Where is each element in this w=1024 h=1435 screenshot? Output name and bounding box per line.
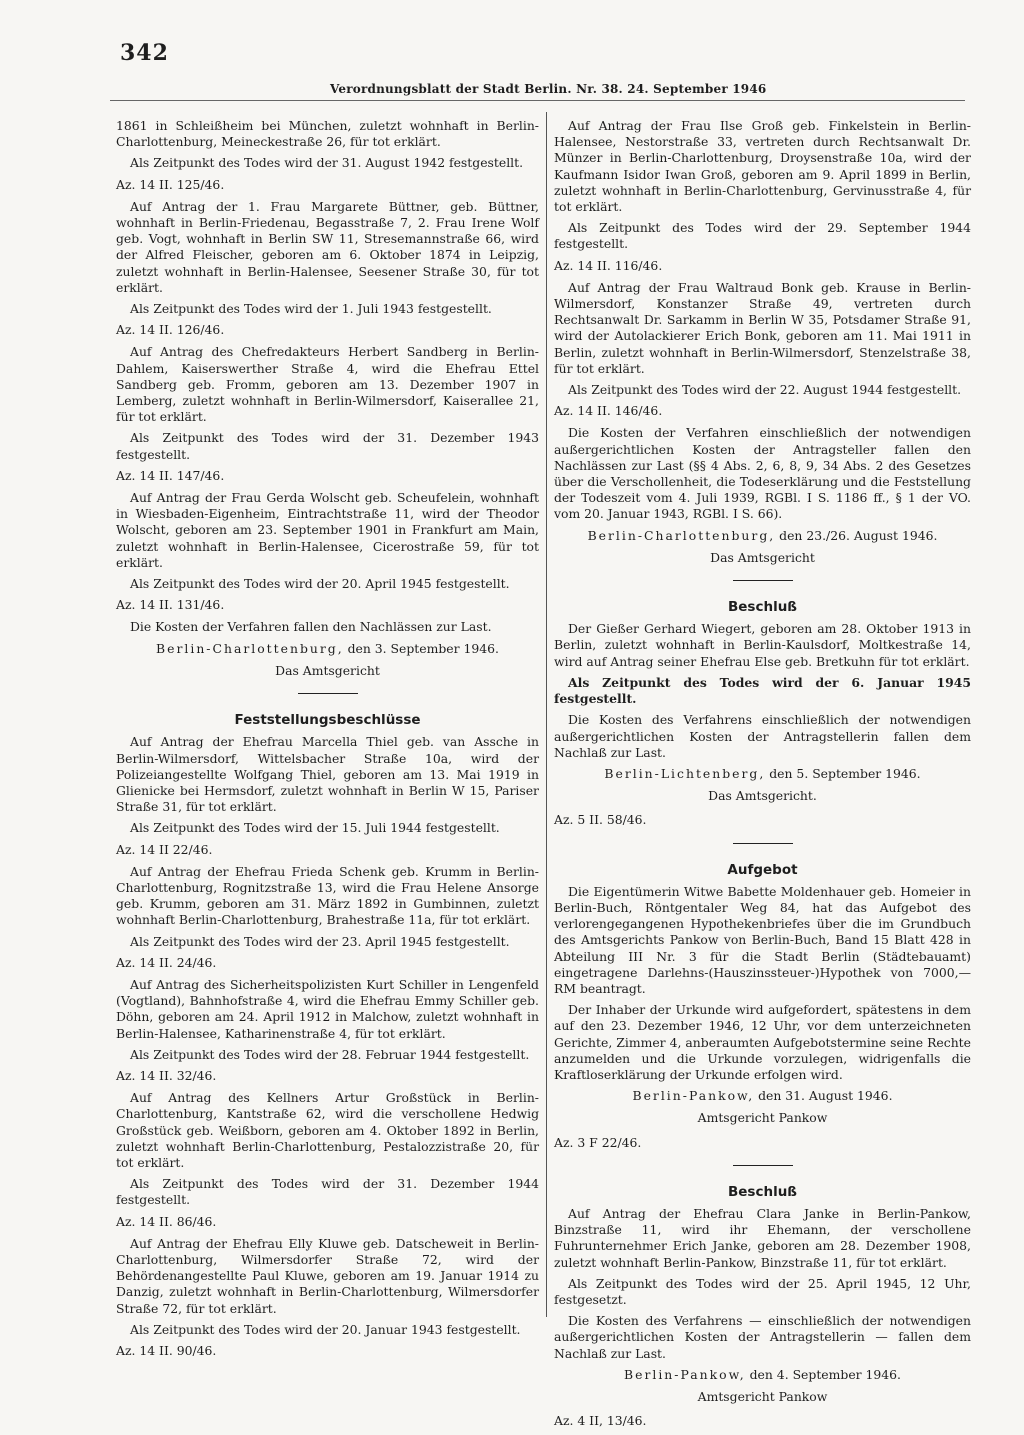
section-title: Aufgebot	[727, 861, 798, 878]
case-number: Az. 14 II. 146/46.	[554, 403, 663, 419]
paragraph: Auf Antrag des Kellners Artur Großstück in Berlin-Charlottenburg, Kantstraße 62, wird die verschollene Hedwig Großstück geb. Weißborn, geboren am 4. Oktober 1892 in Berlin, zuletzt wohnhaft Berlin-Charlottenburg, Pestalozzistraße 20, für tot erklärt.	[116, 1090, 539, 1170]
paragraph: Auf Antrag der Frau Ilse Groß geb. Finkelstein in Berlin-Halensee, Nestorstraße 33, vertreten durch Rechtsanwalt Dr. Münzer in Berlin-Charlottenburg, Droysenstraße 10a, wird der Kaufmann Isidor Iwan Groß, geboren am 9. April 1899 in Berlin, zuletzt wohnhaft in Berlin-Charlottenburg, Gervinusstraße 4, für tot erklärt.	[554, 118, 971, 215]
left-column	[116, 118, 539, 1365]
running-head: Verordnungsblatt der Stadt Berlin. Nr. 38. 24. September 1946	[330, 82, 767, 96]
paragraph: Als Zeitpunkt des Todes wird der 31. Dezember 1944 festgestellt.	[116, 1176, 539, 1208]
case-number: Az. 14 II. 86/46.	[116, 1213, 217, 1229]
paragraph: Auf Antrag der Frau Waltraud Bonk geb. Krause in Berlin-Wilmersdorf, Konstanzer Straße 49, vertreten durch Rechtsanwalt Dr. Sarkamm in Berlin W 35, Potsdamer Straße 91, wird der Autolackierer Erich Bonk, geboren am 11. Mai 1911 in Berlin, zuletzt wohnhaft in Berlin-Wilmersdorf, Stenzelstraße 38, für tot erklärt.	[554, 279, 971, 376]
case-number: Az. 14 II. 32/46.	[116, 1067, 217, 1083]
case-number: Az. 14 II. 147/46.	[116, 467, 225, 483]
paragraph: Als Zeitpunkt des Todes wird der 31. August 1942 festgestellt.	[130, 155, 524, 171]
paragraph: Als Zeitpunkt des Todes wird der 20. Januar 1943 festgestellt.	[130, 1321, 521, 1337]
paragraph: Auf Antrag der Ehefrau Marcella Thiel geb. van Assche in Berlin-Wilmersdorf, Wittelsbacher Straße 10a, wird der Polizeiangestellte Wolfgang Thiel, geboren am 13. Mai 1919 in Glienicke bei Hermsdorf, zuletzt wohnhaft in Berlin W 15, Pariser Straße 31, für tot erklärt.	[116, 734, 539, 815]
paragraph: Auf Antrag der Ehefrau Frieda Schenk geb. Krumm in Berlin-Charlottenburg, Rognitzstraße 13, wird die Frau Helene Ansorge geb. Krumm, geboren am 31. März 1892 in Gumbinnen, zuletzt wohnhaft Berlin-Charlottenburg, Brahestraße 11a, für tot erklärt.	[116, 863, 539, 928]
paragraph: Auf Antrag des Sicherheitspolizisten Kurt Schiller in Lengenfeld (Vogtland), Bahnhofstraße 4, wird die Ehefrau Emmy Schiller geb. Döhn, geboren am 24. April 1912 in Malchow, zuletzt wohnhaft in Berlin-Halensee, Katharinenstraße 4, für tot erklärt.	[116, 976, 539, 1041]
paragraph: 1861 in Schleißheim bei München, zuletzt wohnhaft in Berlin-Charlottenburg, Meineckestraße 26, für tot erklärt.	[116, 118, 539, 150]
court-signature: Das Amtsgericht.	[708, 788, 817, 804]
paragraph: Als Zeitpunkt des Todes wird der 28. Februar 1944 festgestellt.	[130, 1046, 530, 1062]
court-signature: Amtsgericht Pankow	[697, 1110, 828, 1126]
paragraph: Als Zeitpunkt des Todes wird der 15. Juli 1944 festgestellt.	[130, 820, 500, 836]
paragraph: Der Inhaber der Urkunde wird aufgefordert, spätestens in dem auf den 23. Dezember 1946, 12 Uhr, vor dem unterzeichneten Gerichte, Zimmer 4, anberaumten Aufgebotstermine seine Rechte anzumelden und die Urkunde vorzulegen, widrigenfalls die Kraftloserklärung der Urkunde erfolgen wird.	[554, 1002, 971, 1082]
place-name: Berlin-Lichtenberg,	[604, 765, 766, 781]
place-date: den 31. August 1946.	[758, 1088, 893, 1104]
paragraph: Als Zeitpunkt des Todes wird der 29. September 1944 festgestellt.	[554, 220, 971, 252]
paragraph: Die Kosten des Verfahrens einschließlich der notwendigen außergerichtlichen Kosten der Antragstellerin fallen dem Nachlaß zur Last.	[554, 712, 971, 760]
court-signature: Das Amtsgericht	[275, 662, 380, 678]
case-number: Az. 14 II. 131/46.	[116, 597, 225, 613]
case-number: Az. 14 II. 116/46.	[554, 257, 663, 273]
case-number: Az. 14 II. 126/46.	[116, 322, 225, 338]
place-name: Berlin-Charlottenburg,	[587, 527, 776, 543]
court-signature: Das Amtsgericht	[710, 549, 815, 565]
place-date-line	[554, 528, 971, 544]
header-rule	[110, 100, 965, 101]
paragraph: Auf Antrag der Frau Gerda Wolscht geb. Scheufelein, wohnhaft in Wiesbaden-Eigenheim, Eintrachtstraße 11, wird der Theodor Wolscht, geboren am 23. September 1901 in Frankfurt am Main, zuletzt wohnhaft in Berlin-Halensee, Cicerostraße 59, für tot erklärt.	[116, 490, 539, 570]
case-number: Az. 14 II 22/46.	[116, 841, 213, 857]
paragraph: Auf Antrag der 1. Frau Margarete Büttner, geb. Büttner, wohnhaft in Berlin-Friedenau, Begasstraße 7, 2. Frau Irene Wolf geb. Vogt, wohnhaft in Berlin SW 11, Stresemannstraße 66, wird der Alfred Fleischer, geboren am 6. Oktober 1874 in Leipzig, zuletzt wohnhaft in Berlin-Halensee, Seesener Straße 30, für tot erklärt.	[116, 198, 539, 295]
section-rule	[733, 843, 793, 844]
section-title: Beschluß	[727, 599, 798, 616]
right-column	[554, 118, 971, 1435]
paragraph: Als Zeitpunkt des Todes wird der 23. April 1945 festgestellt.	[130, 933, 510, 949]
paragraph: Auf Antrag der Ehefrau Clara Janke in Berlin-Pankow, Binzstraße 11, wird ihr Ehemann, der verschollene Fuhrunternehmer Erich Janke, geboren am 28. Dezember 1908, zuletzt wohnhaft Berlin-Pankow, Binzstraße 11, für tot erklärt.	[554, 1205, 971, 1270]
section-rule	[733, 1165, 793, 1166]
paragraph: Auf Antrag des Chefredakteurs Herbert Sandberg in Berlin-Dahlem, Kaiserswerther Straße 4, wird die Ehefrau Ettel Sandberg geb. Fromm, geboren am 13. Dezember 1907 in Lemberg, zuletzt wohnhaft in Berlin-Wilmersdorf, Kaiserallee 21, für tot erklärt.	[116, 344, 539, 425]
paragraph: Als Zeitpunkt des Todes wird der 6. Januar 1945 festgestellt.	[554, 674, 971, 707]
paragraph: Die Kosten der Verfahren fallen den Nachlässen zur Last.	[130, 619, 492, 635]
place-name: Berlin-Charlottenburg,	[156, 640, 344, 656]
place-date-line	[554, 766, 971, 782]
case-number: Az. 5 II. 58/46.	[554, 812, 647, 828]
paragraph: Als Zeitpunkt des Todes wird der 20. April 1945 festgestellt.	[130, 576, 510, 592]
case-number: Az. 3 F 22/46.	[554, 1134, 642, 1150]
place-name: Berlin-Pankow,	[624, 1366, 746, 1382]
paragraph: Auf Antrag der Ehefrau Elly Kluwe geb. Datscheweit in Berlin-Charlottenburg, Wilmersdorfer Straße 72, wird der Behördenangestellte Paul Kluwe, geboren am 19. Januar 1914 zu Danzig, zuletzt wohnhaft in Berlin-Charlottenburg, Wilmersdorfer Straße 72, für tot erklärt.	[116, 1235, 539, 1316]
paragraph: Die Kosten des Verfahrens — einschließlich der notwendigen außergerichtlichen Kosten der Antragstellerin — fallen dem Nachlaß zur Last.	[554, 1313, 971, 1361]
place-name: Berlin-Pankow,	[632, 1088, 755, 1104]
case-number: Az. 14 II. 90/46.	[116, 1343, 217, 1358]
case-number: Az. 14 II. 24/46.	[116, 954, 217, 970]
paragraph: Der Gießer Gerhard Wiegert, geboren am 28. Oktober 1913 in Berlin, zuletzt wohnhaft in Berlin-Kaulsdorf, Moltkestraße 14, wird auf Antrag seiner Ehefrau Else geb. Bretkuhn für tot erklärt.	[554, 621, 971, 669]
section-rule	[733, 580, 793, 581]
court-signature: Amtsgericht Pankow	[697, 1389, 828, 1404]
case-number: Az. 14 II. 125/46.	[116, 176, 225, 192]
paragraph: Als Zeitpunkt des Todes wird der 1. Juli 1943 festgestellt.	[130, 301, 492, 317]
paragraph: Die Kosten der Verfahren einschließlich der notwendigen außergerichtlichen Kosten der Antragsteller fallen den Nachlässen zur Last (§§ 4 Abs. 2, 6, 8, 9, 34 Abs. 2 des Gesetzes über die Verschollenheit, die Todeserklärung und die Feststellung der Todeszeit vom 4. Juli 1939, RGBl. I S. 1186 ff., § 1 der VO. vom 20. Januar 1943, RGBl. I S. 66).	[554, 425, 971, 522]
case-number: Az. 4 II, 13/46.	[554, 1413, 647, 1429]
place-date-line	[116, 641, 539, 657]
section-rule	[298, 693, 358, 694]
section-title: Feststellungsbeschlüsse	[234, 712, 421, 729]
column-divider	[546, 112, 547, 1317]
place-date: den 23./26. August 1946.	[779, 527, 938, 543]
paragraph: Als Zeitpunkt des Todes wird der 25. April 1945, 12 Uhr, festgesetzt.	[554, 1275, 971, 1307]
place-date: den 5. September 1946.	[769, 765, 921, 781]
place-date: den 3. September 1946.	[347, 640, 499, 656]
section-title: Beschluß	[727, 1183, 798, 1200]
paragraph: Als Zeitpunkt des Todes wird der 22. August 1944 festgestellt.	[568, 382, 962, 398]
place-date: den 4. September 1946.	[749, 1366, 901, 1382]
paragraph: Die Eigentümerin Witwe Babette Moldenhauer geb. Homeier in Berlin-Buch, Röntgentaler Weg 84, hat das Aufgebot des verlorengegangenen Hypothekenbriefes über die im Grundbuch des Amtsgerichts Pankow von Berlin-Buch, Band 15 Blatt 428 in Abteilung III Nr. 3 für die Stadt Berlin (Städtebauamt) eingetragene Darlehns-(Hauszinssteuer-)Hypothek von 7000,— RM beantragt.	[554, 883, 971, 996]
place-date-line	[554, 1367, 971, 1383]
paragraph: Als Zeitpunkt des Todes wird der 31. Dezember 1943 festgestellt.	[116, 430, 539, 462]
page-number: 342	[120, 40, 169, 66]
place-date-line	[554, 1088, 971, 1104]
